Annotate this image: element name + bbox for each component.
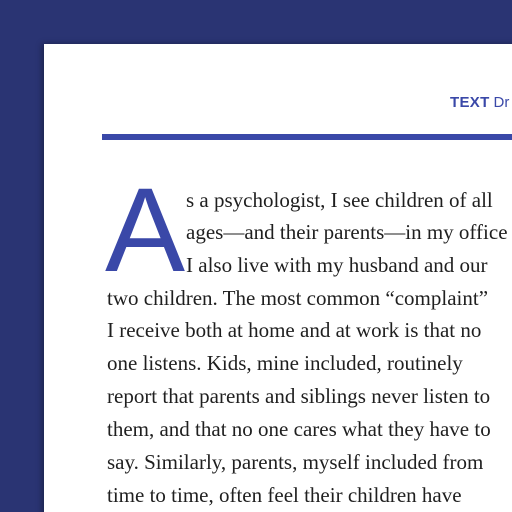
body-line-4: two children. The most common “complaint” — [107, 286, 489, 310]
body-line-6: one listens. Kids, mine included, routinely — [107, 351, 463, 375]
body-line-3: I also live with my husband and our — [186, 253, 488, 277]
body-line-10: time to time, often feel their children have — [107, 483, 462, 507]
section-header-strong: TEXT — [450, 94, 490, 111]
body-line-5: I receive both at home and at work is that no — [107, 318, 482, 342]
body-line-9: say. Similarly, parents, myself included from — [107, 450, 484, 474]
body-line-7: report that parents and siblings never listen to — [107, 384, 491, 408]
drop-cap: A — [105, 163, 186, 297]
body-line-1: s a psychologist, I see children of all — [186, 188, 493, 212]
document-page — [44, 44, 512, 512]
body-line-8: them, and that no one cares what they have to — [107, 417, 491, 441]
section-header — [450, 94, 509, 111]
body-line-2: ages—and their parents—in my office — [186, 220, 508, 244]
header-rule — [102, 134, 512, 140]
section-header-rest: Dr — [493, 94, 510, 111]
